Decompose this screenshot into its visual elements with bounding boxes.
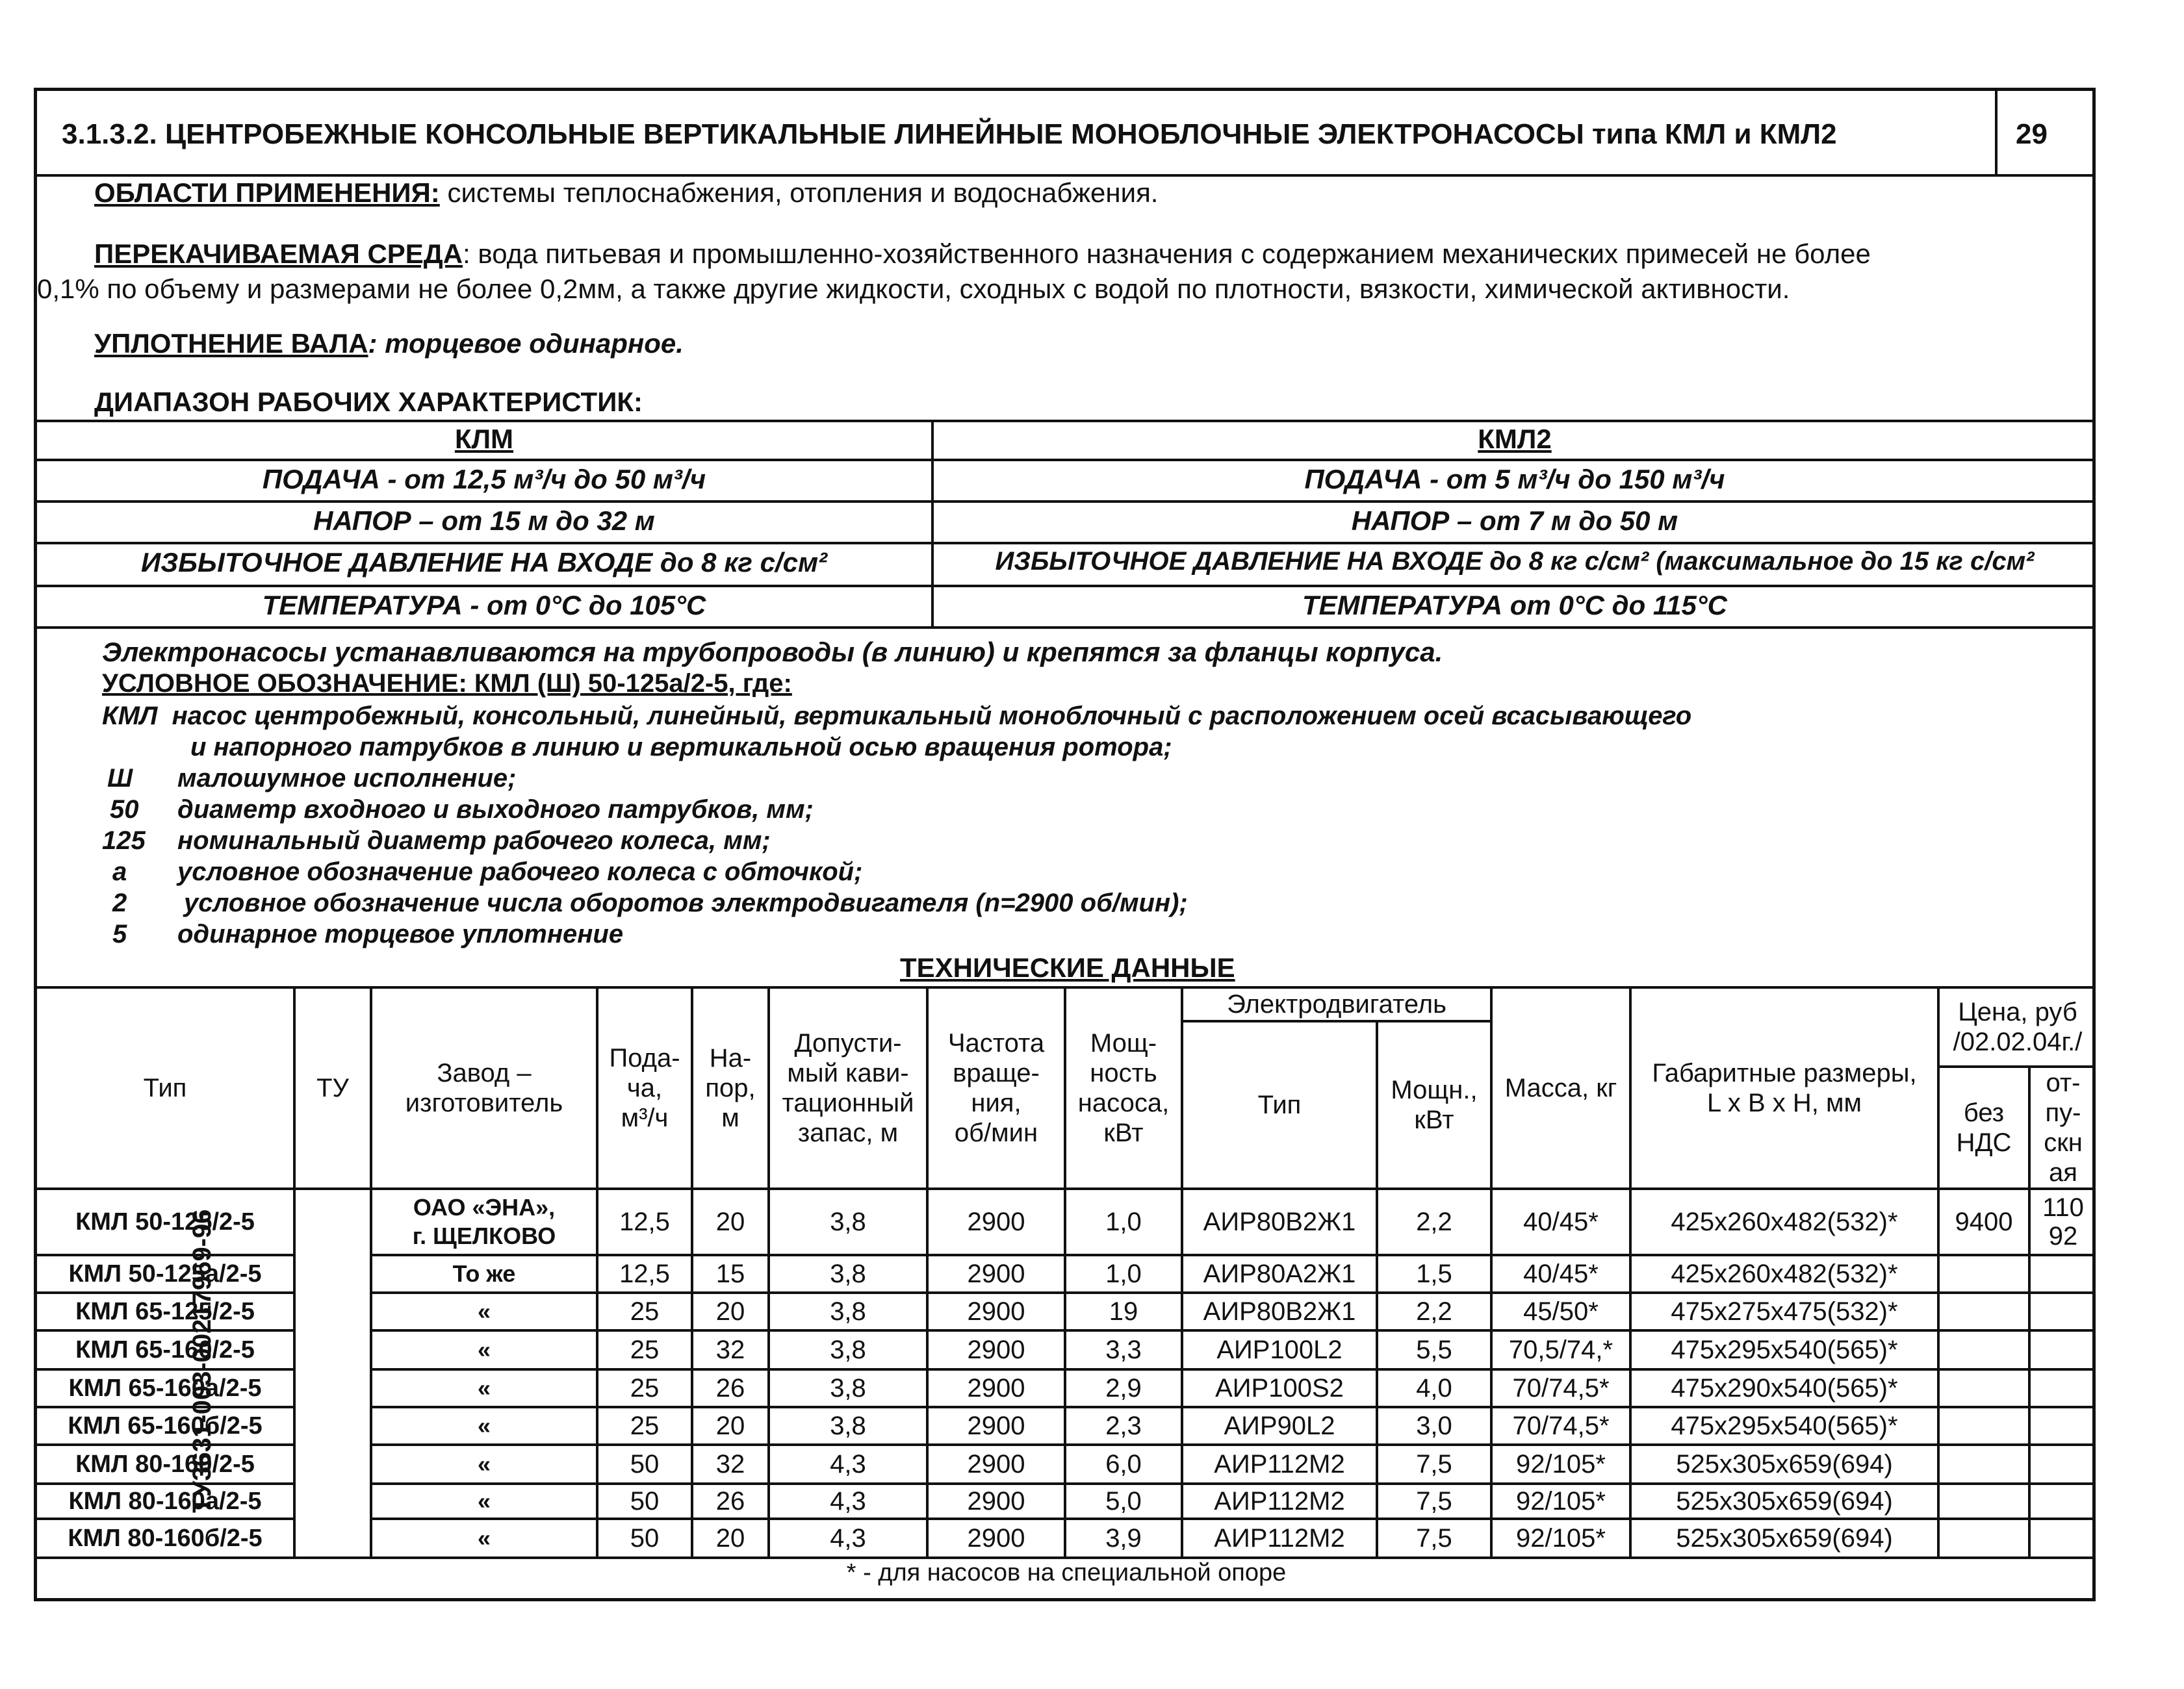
legend-item-0	[102, 702, 1691, 731]
legend-key: КМЛ	[102, 702, 158, 730]
legend-text-4: номинальный диаметр рабочего колеса, мм;	[177, 826, 771, 855]
cell-dims: 525x305x659(694)	[1676, 1450, 1893, 1479]
cell-npsh: 3,8	[830, 1374, 866, 1403]
cell-mass: 70/74,5*	[1512, 1374, 1610, 1403]
cell-power: 2,9	[1105, 1374, 1142, 1403]
col-motor-type: Тип	[1257, 1091, 1302, 1119]
cell-price-novat	[1940, 1446, 2028, 1482]
cell-npsh: 4,3	[830, 1524, 866, 1553]
cell-dims: 425x260x482(532)*	[1671, 1260, 1898, 1288]
ranges-rule-3	[37, 542, 2096, 544]
cell-maker: «	[477, 1412, 491, 1439]
range-left-temp: ТЕМПЕРАТУРА - от 0°С до 105°С	[262, 590, 706, 620]
cell-mass: 45/50*	[1523, 1297, 1599, 1326]
cell-flow: 12,5	[619, 1208, 670, 1236]
cell-motor-power: 5,5	[1416, 1336, 1452, 1364]
cell-price-novat: 9400	[1955, 1208, 2013, 1236]
cell-maker: «	[477, 1336, 491, 1363]
cell-motor-power: 2,2	[1416, 1208, 1452, 1236]
cell-head: 32	[715, 1336, 745, 1364]
cell-power: 6,0	[1105, 1450, 1142, 1479]
cell-motor-type: АИР90L2	[1224, 1412, 1335, 1440]
cell-power: 5,0	[1105, 1487, 1142, 1516]
medium-line-2: 0,1% по объему и размерами не более 0,2мм, а также другие жидкости, сходных с водой по плотности, вязкости, химической активности.	[37, 273, 1790, 304]
legend-key-3: 50	[110, 795, 139, 824]
seal-line	[94, 326, 684, 361]
legend-text-2: малошумное исполнение;	[177, 764, 517, 793]
cell-type: КМЛ 80-160/2-5	[75, 1451, 255, 1478]
col-head: На- пор, м	[705, 1044, 756, 1132]
cell-motor-type: АИР80А2Ж1	[1203, 1260, 1356, 1288]
range-left-inlet: ИЗБЫТОЧНОЕ ДАВЛЕНИЕ НА ВХОДЕ до 8 кг с/см²	[140, 547, 828, 578]
cell-type: КМЛ 80-160а/2-5	[68, 1488, 262, 1515]
cell-flow: 25	[630, 1297, 660, 1326]
col-maker: Завод – изготовитель	[405, 1059, 563, 1117]
legend-key: Ш	[107, 764, 133, 793]
cell-type: КМЛ 65-160а/2-5	[68, 1375, 262, 1402]
cell-power: 3,9	[1105, 1524, 1142, 1553]
page-frame	[34, 88, 2096, 1601]
cell-mass: 92/105*	[1516, 1450, 1606, 1479]
cell-speed: 2900	[967, 1374, 1025, 1403]
cell-motor-type: АИР112М2	[1214, 1524, 1345, 1553]
cell-motor-type: АИР112М2	[1214, 1487, 1345, 1516]
legend-text: насос центробежный, консольный, линейный, вертикальный моноблочный с расположением осей всасывающего	[172, 702, 1692, 730]
title-divider	[1995, 91, 1998, 174]
cell-price-retail	[2031, 1520, 2096, 1556]
page-number: 29	[2016, 118, 2048, 150]
col-speed: Частота враще- ния, об/мин	[947, 1029, 1045, 1147]
cell-price-retail	[2031, 1332, 2096, 1368]
ranges-top-rule	[37, 420, 2096, 422]
cell-head: 20	[715, 1208, 745, 1236]
range-left-supply: ПОДАЧА - от 12,5 м³/ч до 50 м³/ч	[262, 464, 706, 494]
cell-price-retail	[2031, 1294, 2096, 1329]
cell-flow: 25	[630, 1336, 660, 1364]
cell-power: 1,0	[1105, 1260, 1142, 1288]
cell-motor-power: 3,0	[1416, 1412, 1452, 1440]
cell-speed: 2900	[967, 1412, 1025, 1440]
cell-mass: 40/45*	[1523, 1260, 1599, 1288]
cell-head: 20	[715, 1297, 745, 1326]
legend-key-7: 5	[112, 920, 127, 948]
cell-price-retail	[2031, 1256, 2096, 1291]
cell-flow: 25	[630, 1412, 660, 1440]
cell-motor-power: 7,5	[1416, 1450, 1452, 1479]
cell-motor-power: 7,5	[1416, 1487, 1452, 1516]
cell-type: КМЛ 65-160б/2-5	[68, 1412, 263, 1440]
cell-price-retail: 110 92	[2042, 1193, 2084, 1251]
cell-dims: 425x260x482(532)*	[1671, 1208, 1898, 1236]
legend-text-3: диаметр входного и выходного патрубков, мм;	[177, 795, 814, 824]
col-motor-power: Мощн., кВт	[1391, 1076, 1478, 1134]
cell-price-novat	[1940, 1332, 2028, 1368]
cell-power: 2,3	[1105, 1412, 1142, 1440]
cell-dims: 475x290x540(565)*	[1671, 1374, 1898, 1403]
cell-npsh: 3,8	[830, 1260, 866, 1288]
legend-item-1	[190, 733, 1172, 762]
col-price-group: Цена, руб /02.02.04г./	[1953, 998, 2083, 1056]
cell-price-retail	[2031, 1485, 2096, 1518]
ranges-bottom-rule	[37, 626, 2096, 629]
cell-speed: 2900	[967, 1487, 1025, 1516]
cell-mass: 40/45*	[1523, 1208, 1599, 1236]
medium-label: ПЕРЕКАЧИВАЕМАЯ СРЕДА	[94, 238, 463, 269]
cell-head: 26	[715, 1487, 745, 1516]
cell-price-novat	[1940, 1294, 2028, 1329]
cell-mass: 92/105*	[1516, 1524, 1606, 1553]
cell-motor-power: 2,2	[1416, 1297, 1452, 1326]
cell-dims: 525x305x659(694)	[1676, 1487, 1893, 1516]
cell-maker: «	[477, 1451, 491, 1477]
designation-title: УСЛОВНОЕ ОБОЗНАЧЕНИЕ: КМЛ (Ш) 50-125а/2-5, где:	[102, 669, 792, 698]
cell-dims: 475x295x540(565)*	[1671, 1336, 1898, 1364]
cell-dims: 525x305x659(694)	[1676, 1524, 1893, 1553]
cell-flow: 50	[630, 1450, 660, 1479]
cell-power: 1,0	[1105, 1208, 1142, 1236]
col-flow: Пода- ча, м³/ч	[609, 1044, 680, 1132]
cell-price-novat	[1940, 1408, 2028, 1443]
cell-npsh: 3,8	[830, 1412, 866, 1440]
range-right-inlet: ИЗБЫТОЧНОЕ ДАВЛЕНИЕ НА ВХОДЕ до 8 кг с/см² (максимальное до 15 кг с/см²	[995, 547, 2035, 576]
cell-type: КМЛ 65-160/2-5	[75, 1336, 255, 1364]
tech-heading: ТЕХНИЧЕСКИЕ ДАННЫЕ	[900, 952, 1235, 983]
cell-maker: «	[477, 1375, 491, 1401]
cell-mass: 70/74,5*	[1512, 1412, 1610, 1440]
cell-speed: 2900	[967, 1297, 1025, 1326]
cell-motor-type: АИР100L2	[1216, 1336, 1343, 1364]
range-left-head-pressure: НАПОР – от 15 м до 32 м	[313, 505, 655, 536]
cell-flow: 12,5	[619, 1260, 670, 1288]
legend-text: и напорного патрубков в линию и вертикальной осью вращения ротора;	[190, 733, 1172, 761]
range-right-head-pressure: НАПОР – от 7 м до 50 м	[1351, 505, 1678, 536]
range-right-supply: ПОДАЧА - от 5 м³/ч до 150 м³/ч	[1304, 464, 1725, 494]
footnote: * - для насосов на специальной опоре	[846, 1559, 1287, 1586]
cell-speed: 2900	[967, 1208, 1025, 1236]
col-npsh: Допусти- мый кави- тационный запас, м	[782, 1029, 914, 1147]
seal-text: : торцевое одинарное.	[368, 328, 684, 359]
cell-flow: 50	[630, 1487, 660, 1516]
cell-head: 15	[715, 1260, 745, 1288]
cell-head: 32	[715, 1450, 745, 1479]
cell-price-retail	[2031, 1408, 2096, 1443]
cell-type: КМЛ 50-125/2-5	[75, 1208, 255, 1236]
cell-flow: 50	[630, 1524, 660, 1553]
col-dims: Габаритные размеры, L x B x H, мм	[1652, 1059, 1917, 1117]
applications-label: ОБЛАСТИ ПРИМЕНЕНИЯ:	[94, 177, 440, 208]
cell-motor-type: АИР80В2Ж1	[1203, 1297, 1356, 1326]
cell-npsh: 3,8	[830, 1336, 866, 1364]
col-power: Мощ- ность насоса, кВт	[1077, 1029, 1170, 1147]
tu-value: ТУ3631-003-00217969-96	[188, 1209, 216, 1513]
legend-text-6: условное обозначение числа оборотов электродвигателя (n=2900 об/мин);	[184, 889, 1188, 917]
cell-speed: 2900	[967, 1336, 1025, 1364]
range-right-temp: ТЕМПЕРАТУРА от 0°С до 115°С	[1302, 590, 1727, 620]
cell-maker: «	[477, 1525, 491, 1551]
cell-maker: ОАО «ЭНА», г. ЩЕЛКОВО	[412, 1194, 556, 1249]
cell-power: 3,3	[1105, 1336, 1142, 1364]
cell-power: 19	[1109, 1297, 1138, 1326]
ranges-rule-2	[37, 500, 2096, 503]
cell-mass: 70,5/74,*	[1508, 1336, 1613, 1364]
cell-price-retail	[2031, 1371, 2096, 1406]
col-tu: ТУ	[316, 1074, 349, 1102]
legend-text-5: условное обозначение рабочего колеса с обточкой;	[177, 857, 863, 886]
cell-type: КМЛ 50-125а/2-5	[68, 1260, 262, 1288]
cell-npsh: 4,3	[830, 1487, 866, 1516]
col-type: Тип	[143, 1074, 187, 1102]
legend-key-6: 2	[112, 889, 127, 917]
col-mass: Масса, кг	[1504, 1074, 1617, 1102]
cell-dims: 475x295x540(565)*	[1671, 1412, 1898, 1440]
cell-price-novat	[1940, 1520, 2028, 1556]
cell-motor-type: АИР100S2	[1215, 1374, 1344, 1403]
range-right-head: КМЛ2	[1478, 424, 1552, 454]
legend-item-2	[107, 764, 133, 793]
cell-speed: 2900	[967, 1450, 1025, 1479]
cell-npsh: 4,3	[830, 1450, 866, 1479]
install-note: Электронасосы устанавливаются на трубопроводы (в линию) и крепятся за фланцы корпуса.	[102, 637, 1443, 667]
col-price-retail: от- пу- скн ая	[2044, 1069, 2083, 1187]
cell-head: 20	[715, 1524, 745, 1553]
range-heading: ДИАПАЗОН РАБОЧИХ ХАРАКТЕРИСТИК:	[94, 387, 643, 417]
page-title: 3.1.3.2. ЦЕНТРОБЕЖНЫЕ КОНСОЛЬНЫЕ ВЕРТИКАЛЬНЫЕ ЛИНЕЙНЫЕ МОНОБЛОЧНЫЕ ЭЛЕКТРОНАСОСЫ типа КМЛ и КМЛ2	[62, 118, 1837, 150]
cell-npsh: 3,8	[830, 1297, 866, 1326]
cell-type: КМЛ 65-125/2-5	[75, 1298, 255, 1325]
cell-motor-power: 4,0	[1416, 1374, 1452, 1403]
cell-maker: То же	[452, 1260, 516, 1287]
cell-motor-power: 1,5	[1416, 1260, 1452, 1288]
legend-text-7: одинарное торцевое уплотнение	[177, 920, 624, 948]
cell-dims: 475x275x475(532)*	[1671, 1297, 1898, 1326]
cell-head: 20	[715, 1412, 745, 1440]
cell-flow: 25	[630, 1374, 660, 1403]
medium-text-1: : вода питьевая и промышленно-хозяйственного назначения с содержанием механических примесей не более	[463, 238, 1871, 269]
cell-type: КМЛ 80-160б/2-5	[68, 1525, 263, 1552]
range-left-head: КЛМ	[454, 424, 514, 454]
cell-price-novat	[1940, 1371, 2028, 1406]
legend-key-4: 125	[102, 826, 146, 855]
cell-price-novat	[1940, 1256, 2028, 1291]
cell-maker: «	[477, 1488, 491, 1514]
cell-price-retail	[2031, 1446, 2096, 1482]
col-price-novat: без НДС	[1956, 1098, 2012, 1157]
applications-text: системы теплоснабжения, отопления и водоснабжения.	[439, 177, 1159, 208]
col-motor-group: Электродвигатель	[1227, 990, 1446, 1019]
cell-motor-type: АИР112М2	[1214, 1450, 1345, 1479]
cell-motor-type: АИР80В2Ж1	[1203, 1208, 1356, 1236]
legend-key-5: а	[112, 857, 127, 886]
ranges-rule-4	[37, 585, 2096, 587]
cell-speed: 2900	[967, 1260, 1025, 1288]
cell-speed: 2900	[967, 1524, 1025, 1553]
medium-line-1	[94, 236, 1871, 272]
cell-mass: 92/105*	[1516, 1487, 1606, 1516]
applications-line	[94, 175, 1158, 210]
cell-maker: «	[477, 1298, 491, 1325]
ranges-rule-1	[37, 459, 2096, 461]
cell-head: 26	[715, 1374, 745, 1403]
cell-npsh: 3,8	[830, 1208, 866, 1236]
seal-label: УПЛОТНЕНИЕ ВАЛА	[94, 328, 368, 359]
cell-price-novat	[1940, 1485, 2028, 1518]
cell-motor-power: 7,5	[1416, 1524, 1452, 1553]
